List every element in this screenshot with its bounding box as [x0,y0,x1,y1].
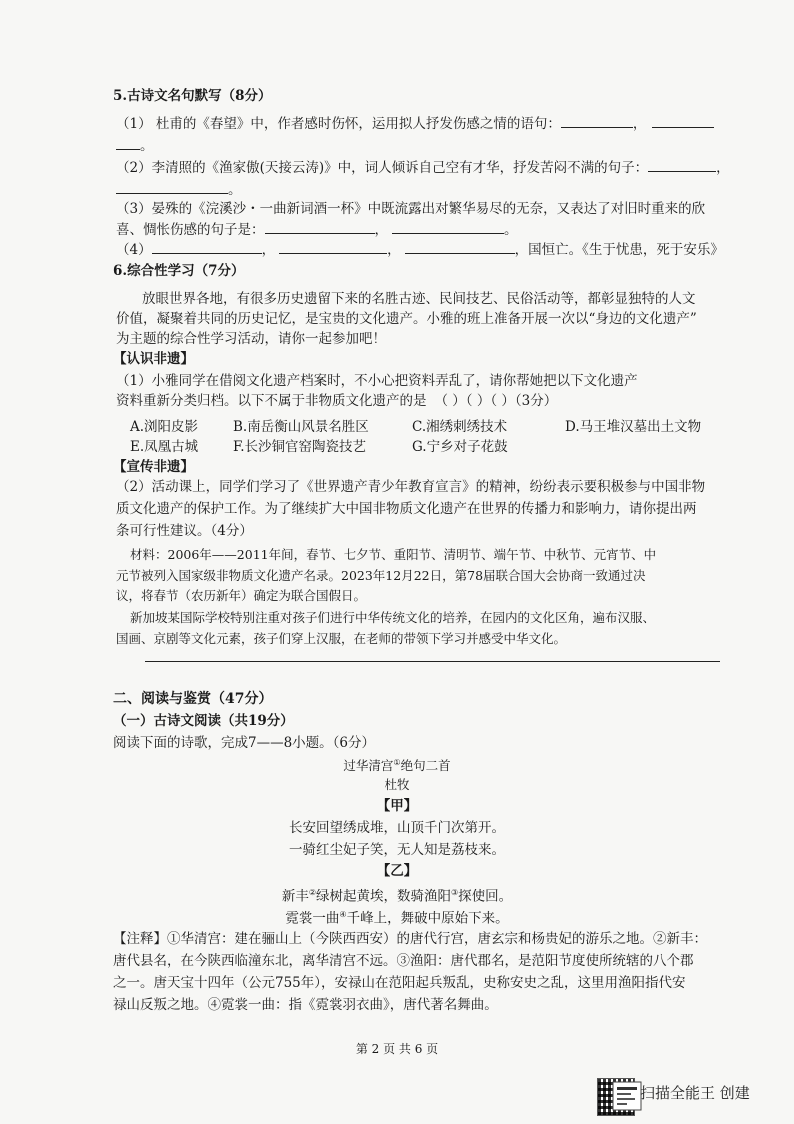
q5-line2-sep: ， [716,160,730,176]
q5-end-mark: 。 [140,138,154,154]
note-mark: ① [393,758,401,767]
answer-blank[interactable] [116,180,228,194]
poem-yi-line2 [0,906,794,928]
option-c: C.湘绣刺绣技术 [412,419,508,435]
poem-author: 杜牧 [384,777,410,792]
q6-sub2-line1: （2）活动课上，同学们学习了《世界遗产青少年教育宣言》的精神，纷纷表示要积极参与中国非物 [116,479,706,495]
q5-line1-sep: ， [632,116,647,132]
note-mark: ④ [339,910,347,919]
q6-title: 6.综合性学习（7分） [113,263,245,279]
answer-line[interactable] [145,661,720,662]
watermark-text: 扫描全能王 创建 [640,1084,750,1102]
q5-end-mark: 。 [228,182,242,198]
q6-para-line2: 价值，凝聚着共同的历史记忆，是宝贵的文化遗产。小雅的班上准备开展一次以“身边的文化遗产” [116,311,697,327]
q6-sub1-line2 [116,392,557,410]
material-line1: 材料：2006年——2011年间，春节、七夕节、重阳节、清明节、端午节、中秋节、元宵节、中 [130,547,657,562]
answer-blank[interactable] [152,240,262,254]
option-e: E.凤凰古城 [130,439,199,455]
q5-line1-cont [116,136,154,155]
answer-blank[interactable] [392,220,504,234]
poem-yi-line2-a: 霓裳一曲 [285,910,340,927]
poem-title [0,754,794,775]
answer-blank[interactable] [648,158,716,172]
q5-line3b-text: 喜、惆怅伤感的句子是： [116,222,265,238]
q5-line1 [116,114,714,133]
scanner-logo-icon [612,1081,642,1111]
page-number: 第 2 页 共 6 页 [355,1042,439,1056]
section-heading-recognize: 【认识非遗】 [113,351,194,367]
poem-title-a: 过华清宫 [343,758,394,774]
option-a: A.浏阳皮影 [130,419,199,435]
poem-yi-line1-a: 新丰 [281,888,309,905]
poem-jia-line1: 长安回望绣成堆，山顶千门次第开。 [289,820,505,836]
answer-blank[interactable] [116,136,140,150]
poem-label-yi: 【乙】 [376,863,418,879]
part2-title: 二、阅读与鉴赏（47分） [113,691,273,707]
q5-end-mark: 。 [504,222,518,238]
poem-yi-line1 [0,884,794,906]
q5-line4-sep1: ， [261,242,276,258]
part2-instruction: 阅读下面的诗歌，完成7——8小题。（6分） [113,735,376,751]
q5-line2-text: （2）李清照的《渔家傲(天接云涛)》中，词人倾诉自己空有才华，抒发苦闷不满的句子： [116,160,649,176]
notes-line4: 禄山反叛之地。④霓裳一曲：指《霓裳羽衣曲》，唐代著名舞曲。 [113,997,498,1013]
option-d: D.马王堆汉墓出土文物 [565,419,702,435]
note-mark: ② [308,888,316,897]
q5-title: 5.古诗文名句默写（8分） [113,88,272,104]
answer-blank[interactable] [561,114,633,128]
poem-yi-line1-c: 探使回。 [458,888,513,905]
q5-line4-sep2: ， [387,242,401,258]
q6-para-line3: 为主题的综合性学习活动，请你一起参加吧！ [116,331,386,347]
q6-sub2-line2: 质文化遗产的保护工作。为了继续扩大中国非物质文化遗产在世界的传播力和影响力，请你提出两 [116,501,697,517]
poem-yi-line1-b: 绿树起黄埃，数骑渔阳 [316,888,451,905]
answer-brackets[interactable]: （ ）（ ）（ ） [434,393,515,409]
q5-line3-sep: ， [374,222,388,238]
q6-sub1-score: （3分） [514,393,558,409]
q5-line4 [116,240,724,259]
option-g: G.宁乡对子花鼓 [412,439,508,455]
note-mark: ③ [451,888,459,897]
q5-line4-prefix: （4） [116,242,152,258]
poem-jia-line2: 一骑红尘妃子笑，无人知是荔枝来。 [289,842,505,858]
q5-line3a: （3）晏殊的《浣溪沙・一曲新词酒一杯》中既流露出对繁华易尽的无奈，又表达了对旧时重来的欣 [116,201,706,217]
option-f: F.长沙铜官窑陶瓷技艺 [233,439,367,455]
poem-label-jia: 【甲】 [376,798,418,814]
option-b: B.南岳衡山风景名胜区 [233,419,369,435]
poem-yi-line2-b: 千峰上，舞破中原始下来。 [346,910,509,927]
q5-line2 [116,158,730,177]
answer-blank[interactable] [652,114,714,128]
q5-line1-text: （1） 杜甫的《春望》中，作者感时伤怀，运用拟人抒发伤感之情的语句： [116,116,561,132]
q6-sub2-line3: 条可行性建议。（4分） [116,523,253,539]
answer-blank[interactable] [405,240,515,254]
section-heading-promote: 【宣传非遗】 [113,459,194,475]
q5-line4-tail: ，国恒亡。《生于忧患，死于安乐》 [514,242,724,258]
q6-sub1-text: 资料重新分类归档。以下不属于非物质文化遗产的是 [116,393,427,409]
answer-blank[interactable] [279,240,387,254]
material-line5: 国画、京剧等文化元素，孩子们穿上汉服，在老师的带领下学习并感受中华文化。 [116,631,567,646]
material-line4: 新加坡某国际学校特别注重对孩子们进行中华传统文化的培养，在园内的文化区角，遍布汉服、 [130,610,656,625]
answer-blank[interactable] [265,220,375,234]
notes-line2: 唐代县名，在今陕西临潼东北，离华清宫不远。③渔阳：唐代郡名，是范阳节度使所统辖的八个郡 [113,953,694,969]
notes-line3: 之一。唐天宝十四年（公元755年），安禄山在范阳起兵叛乱，史称安史之乱，这里用渔阳指代安 [113,975,686,991]
part2-subtitle: （一）古诗文阅读（共19分） [113,713,294,729]
q5-line2-cont [116,180,242,199]
material-line3: 议，将春节（农历新年）确定为联合国假日。 [116,588,367,603]
material-line2: 元节被列入国家级非物质文化遗产名录。2023年12月22日，第78届联合国大会协商一致通过决 [116,568,646,583]
q5-line3b [116,220,518,239]
notes-line1: 【注释】①华清宫：建在骊山上（今陕西西安）的唐代行宫，唐玄宗和杨贵妃的游乐之地。②新丰： [113,931,707,947]
q6-para-line1: 放眼世界各地，有很多历史遗留下来的名胜古迹、民间技艺、民俗活动等，都彰显独特的人文 [142,291,696,307]
q6-sub1-line1: （1）小雅同学在借阅文化遗产档案时，不小心把资料弄乱了，请你帮她把以下文化遗产 [116,373,638,389]
poem-title-b: 绝句二首 [400,758,451,774]
